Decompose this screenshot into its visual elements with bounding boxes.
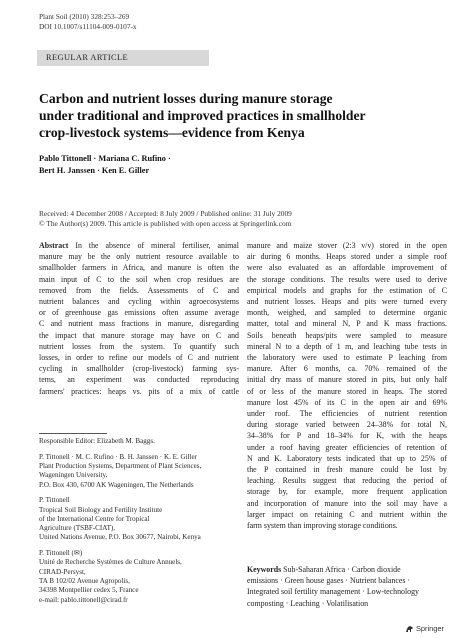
abstract-line: and nutrient losses. Heaps and pits were turned every xyxy=(247,297,447,307)
abstract-line: Abstract In the absence of mineral fertiliser, animal xyxy=(39,241,239,250)
abstract-line: were also evaluated as an affordable improvement of xyxy=(247,263,447,273)
article-title xyxy=(39,90,439,141)
abstract-line: smallholder farmers in Africa, and manure is often the xyxy=(39,263,239,273)
abstract-line: of or less of the manure stored in heaps. The stored xyxy=(247,386,447,396)
email-link[interactable]: e-mail: pablo.tittonell@cirad.fr xyxy=(39,595,128,604)
abstract-heading: Abstract xyxy=(39,241,69,250)
abstract-line: nutrient losses from the system. To quantify such xyxy=(39,341,239,351)
abstract-line: the impact that manure storage may have on C and xyxy=(39,330,239,340)
abstract-line: nutrient balances and cycling within agroecosystems xyxy=(39,297,239,307)
keywords xyxy=(247,564,457,609)
abstract-line: removed from the fields. Assessments of C and xyxy=(39,285,239,295)
keywords-line: Integrated soil fertility management · Low-technology xyxy=(247,587,420,597)
author-line: Pablo Tittonell · Mariana C. Rufino · xyxy=(39,154,171,163)
abstract-line: C and nutrient mass fractions in manure, disregarding xyxy=(39,319,239,329)
abstract-line: under roof. The efficiencies of nutrient retention xyxy=(247,409,447,419)
springer-horse-icon xyxy=(405,625,414,633)
abstract-line: the laboratory were used to estimate P leaching from xyxy=(247,353,447,363)
keywords-heading: Keywords xyxy=(247,565,282,574)
title-line: crop-livestock systems—evidence from Kenya xyxy=(39,125,305,140)
footnote-divider xyxy=(39,433,107,434)
abstract-line: main input of C to the soil when crop residues are xyxy=(39,274,239,284)
abstract-line: month, weighed, and sampled to determine organic xyxy=(247,308,447,318)
abstract-line: under a roof having greater efficiencies of retention of xyxy=(247,442,447,452)
doi: DOI 10.1007/s11104-009-0107-x xyxy=(39,21,137,31)
abstract-line: matter, total and mineral N, P and K mass fractions. xyxy=(247,319,447,329)
abstract-line: the P contained in fresh manure could be lost by xyxy=(247,465,447,475)
affiliation-2: P. Tittonell Tropical Soil Biology and Fertility Institute of the International Centre for Tropical Agriculture (TSBF-CIAT), United Nations Avenue, P.O. Box 30677, Nairobi, Kenya xyxy=(39,496,201,542)
keywords-line: Keywords Sub-Saharan Africa · Carbon dioxide xyxy=(247,565,401,574)
author-list xyxy=(39,153,171,177)
abstract-line: storage by, for example, more frequent application xyxy=(247,487,447,497)
abstract-line: air during 6 months. Heaps stored under a simple roof xyxy=(247,252,447,262)
abstract-line: losses, in order to refine our models of C and nutrient xyxy=(39,353,239,363)
affiliation-3: P. Tittonell (✉) Unité de Recherche Systèmes de Culture Annuels, CIRAD-Persyst, TA B 102/02 Avenue Agropolis, 34398 Montpellier cedex 5, France e-mail: pablo.tittonell@cirad.fr xyxy=(39,549,239,605)
abstract-line: larger impact on retaining C and nutrient within the xyxy=(247,509,447,519)
abstract-line: farm system than improving storage conditions. xyxy=(247,521,398,531)
abstract-line: and incorporation of manure into the soil may have a xyxy=(247,498,447,508)
abstract-right-column xyxy=(247,240,447,531)
abstract-line: leaching. Results suggest that reducing the period of xyxy=(247,476,447,486)
abstract-line: or of greenhouse gas emissions often assume average xyxy=(39,308,239,318)
abstract-line: N and K. Laboratory tests indicated that up to 25% of xyxy=(247,453,447,463)
abstract-line: farmers' practices: heaps vs. pits of a mix of cattle xyxy=(39,386,239,396)
abstract-line: Soils beneath heaps/pits were sampled to measure xyxy=(247,330,447,340)
dates-line: Received: 4 December 2008 / Accepted: 8 July 2009 / Published online: 31 July 2009 xyxy=(39,209,292,218)
publisher-mark xyxy=(405,624,444,633)
keywords-line: emissions · Green house gases · Nutrient balances · xyxy=(247,576,411,586)
abstract-line: empirical models and graphs for the estimation of C xyxy=(247,285,447,295)
abstract-line: cycling in smallholder (crop-livestock) farming sys- xyxy=(39,364,239,374)
abstract-line: manure and maize stover (2:3 v/v) stored in the open xyxy=(247,241,447,250)
journal-citation: Plant Soil (2010) 328:253–269 xyxy=(39,12,130,21)
abstract-line: manure may be the only nutrient resource available to xyxy=(39,252,239,262)
responsible-editor: Responsible Editor: Elizabeth M. Baggs. xyxy=(39,437,155,445)
title-line: Carbon and nutrient losses during manure storage xyxy=(39,91,333,106)
abstract-line: manure lost 45% of its C in the open air and 69% xyxy=(247,397,447,407)
abstract-line: 34–38% for P and 18–34% for K, with the heaps xyxy=(247,431,447,441)
abstract-line: tems, an experiment was conducted reproducing xyxy=(39,375,239,385)
abstract-left-column xyxy=(39,240,239,397)
abstract-line: mineral N to a depth of 1 m, and leaching tube tests in xyxy=(247,341,447,351)
keywords-line: composting · Leaching · Volatilisation xyxy=(247,598,369,608)
abstract-line: initial dry mass of manure stored in pits, but only half xyxy=(247,375,447,385)
title-line: under traditional and improved practices in smallholder xyxy=(39,108,366,123)
author-line: Bert H. Janssen · Ken E. Giller xyxy=(39,166,150,175)
affiliation-1: P. Tittonell · M. C. Rufino · B. H. Janssen · K. E. Giller Plant Production Systems, Department of Plant Sciences, Wageningen University, P.O. Box 430, 6700 AK Wageningen, The Netherlands xyxy=(39,452,202,489)
article-type-label: REGULAR ARTICLE xyxy=(37,50,209,66)
publisher-name: Springer xyxy=(416,624,444,633)
footnotes xyxy=(39,437,239,611)
abstract-line: during storage varied between 24–38% for total N, xyxy=(247,420,447,430)
journal-reference xyxy=(39,12,137,32)
copyright-line: © The Author(s) 2009. This article is published with open access at Springerlink.com xyxy=(39,218,292,228)
abstract-line: the storage conditions. The results were used to derive xyxy=(247,274,447,284)
abstract-line: manure. After 6 months, ca. 70% remained of the xyxy=(247,364,447,374)
publication-dates xyxy=(39,209,292,229)
